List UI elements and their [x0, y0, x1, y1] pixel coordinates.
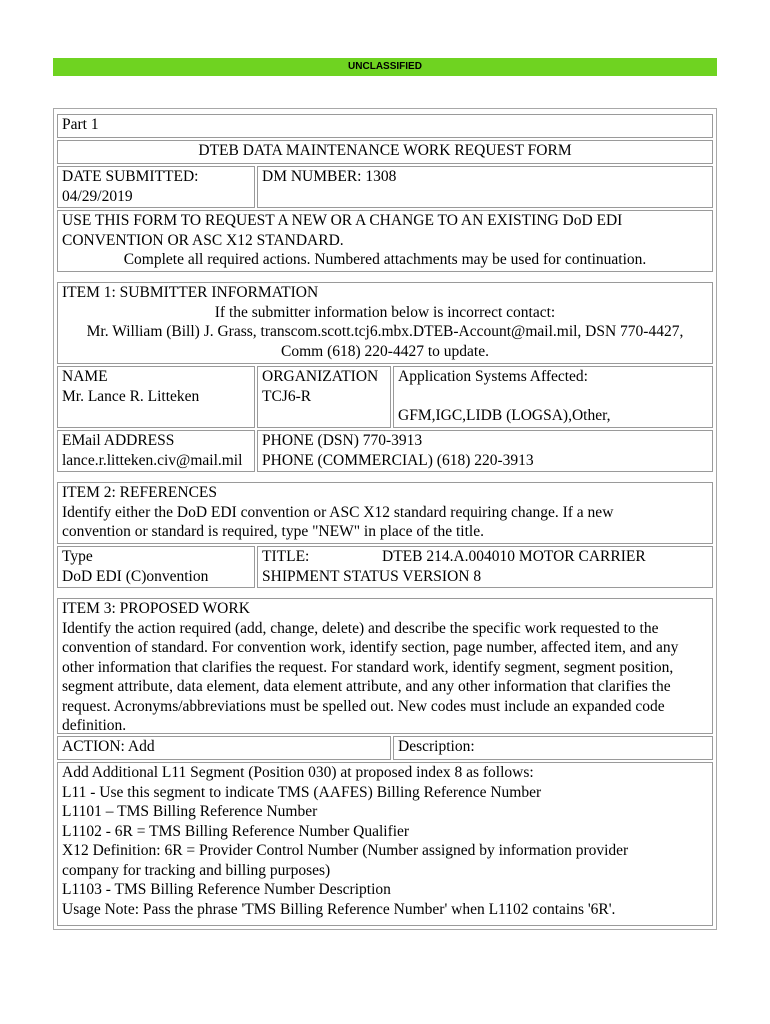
- item2-cell: [57, 482, 713, 544]
- description-label: Description:: [398, 738, 475, 755]
- item3-line-1: Identify the action required (add, change, delete) and describe the specific work requested to the: [62, 619, 659, 637]
- type-cell: [57, 546, 255, 588]
- instructions-line-3: Complete all required actions. Numbered attachments may be used for continuation.: [123, 251, 647, 268]
- detail-line-6: company for tracking and billing purposes): [62, 861, 331, 879]
- title-reference-value-line-2: SHIPMENT STATUS VERSION 8: [262, 567, 482, 585]
- detail-line-4: L1102 - 6R = TMS Billing Reference Number Qualifier: [62, 822, 410, 840]
- name-value: Mr. Lance R. Litteken: [62, 387, 200, 405]
- email-cell: [57, 430, 255, 472]
- classification-banner: UNCLASSIFIED: [53, 58, 717, 76]
- item1-line-2: Mr. William (Bill) J. Grass, transcom.scott.tcj6.mbx.DTEB-Account@mail.mil, DSN 770-4427,: [86, 323, 684, 340]
- item1-line-3: Comm (618) 220-4427 to update.: [281, 342, 489, 360]
- item3-line-5: request. Acronyms/abbreviations must be spelled out. New codes must include an expanded code: [62, 697, 665, 715]
- date-submitted-label: DATE SUBMITTED:: [62, 168, 199, 185]
- title-reference-value: DTEB 214.A.004010 MOTOR CARRIER: [382, 548, 646, 565]
- title-reference-label: TITLE:: [262, 548, 310, 565]
- item1-cell: [57, 282, 713, 364]
- instructions-cell: [57, 210, 713, 272]
- action-cell: [57, 736, 391, 760]
- organization-value: TCJ6-R: [262, 387, 312, 405]
- phone-dsn: PHONE (DSN) 770-3913: [262, 432, 423, 449]
- action-label: ACTION: Add: [62, 738, 155, 755]
- phone-cell: [257, 430, 713, 472]
- item3-line-3: other information that clarifies the request. For standard work, identify segment, segment position,: [62, 658, 674, 676]
- name-label: NAME: [62, 368, 108, 385]
- detail-line-8: Usage Note: Pass the phrase 'TMS Billing Reference Number' when L1102 contains '6R'.: [62, 900, 616, 918]
- name-cell: [57, 366, 255, 428]
- instructions-line-1: USE THIS FORM TO REQUEST A NEW OR A CHANGE TO AN EXISTING DoD EDI: [62, 212, 623, 229]
- item3-cell: [57, 598, 713, 734]
- detail-line-1: Add Additional L11 Segment (Position 030) at proposed index 8 as follows:: [62, 764, 534, 781]
- email-label: EMail ADDRESS: [62, 432, 175, 449]
- systems-value: GFM,IGC,LIDB (LOGSA),Other,: [398, 406, 611, 424]
- work-request-form: [53, 108, 717, 930]
- detail-cell: [57, 762, 713, 926]
- item2-line-1: Identify either the DoD EDI convention or ASC X12 standard requiring change. If a new: [62, 503, 614, 521]
- detail-line-2: L11 - Use this segment to indicate TMS (AAFES) Billing Reference Number: [62, 783, 542, 801]
- item3-line-4: segment attribute, data element, data element attribute, and any other information that clarifies the: [62, 678, 671, 695]
- systems-cell: [393, 366, 713, 428]
- detail-line-7: L1103 - TMS Billing Reference Number Description: [62, 881, 391, 898]
- part-label-cell: [57, 114, 713, 138]
- title-reference-cell: [257, 546, 713, 588]
- organization-cell: [257, 366, 391, 428]
- description-cell: [393, 736, 713, 760]
- phone-commercial: PHONE (COMMERCIAL) (618) 220-3913: [262, 451, 534, 469]
- item2-heading: ITEM 2: REFERENCES: [62, 484, 218, 501]
- form-title: DTEB DATA MAINTENANCE WORK REQUEST FORM: [198, 142, 572, 159]
- instructions-line-2: CONVENTION OR ASC X12 STANDARD.: [62, 231, 344, 249]
- dm-number-label: DM NUMBER:: [262, 168, 362, 185]
- item1-line-1: If the submitter information below is incorrect contact:: [214, 303, 556, 321]
- part-label: Part 1: [62, 116, 99, 133]
- item3-line-6: definition.: [62, 717, 127, 734]
- dm-number-cell: [257, 166, 713, 208]
- item2-line-2: convention or standard is required, type "NEW" in place of the title.: [62, 523, 484, 540]
- item1-heading: ITEM 1: SUBMITTER INFORMATION: [62, 284, 319, 301]
- organization-label: ORGANIZATION: [262, 368, 379, 385]
- detail-line-5: X12 Definition: 6R = Provider Control Number (Number assigned by information provider: [62, 842, 629, 859]
- dm-number-value: 1308: [365, 168, 397, 185]
- item3-line-2: convention of standard. For convention work, identify section, page number, affected item, and any: [62, 639, 679, 656]
- date-submitted-value: 04/29/2019: [62, 187, 133, 205]
- systems-label: Application Systems Affected:: [398, 368, 588, 385]
- item3-heading: ITEM 3: PROPOSED WORK: [62, 600, 250, 617]
- detail-line-3: L1101 – TMS Billing Reference Number: [62, 803, 318, 820]
- email-value: lance.r.litteken.civ@mail.mil: [62, 451, 243, 469]
- type-value: DoD EDI (C)onvention: [62, 567, 209, 585]
- type-label: Type: [62, 548, 93, 565]
- date-submitted-cell: [57, 166, 255, 208]
- form-title-cell: [57, 140, 713, 164]
